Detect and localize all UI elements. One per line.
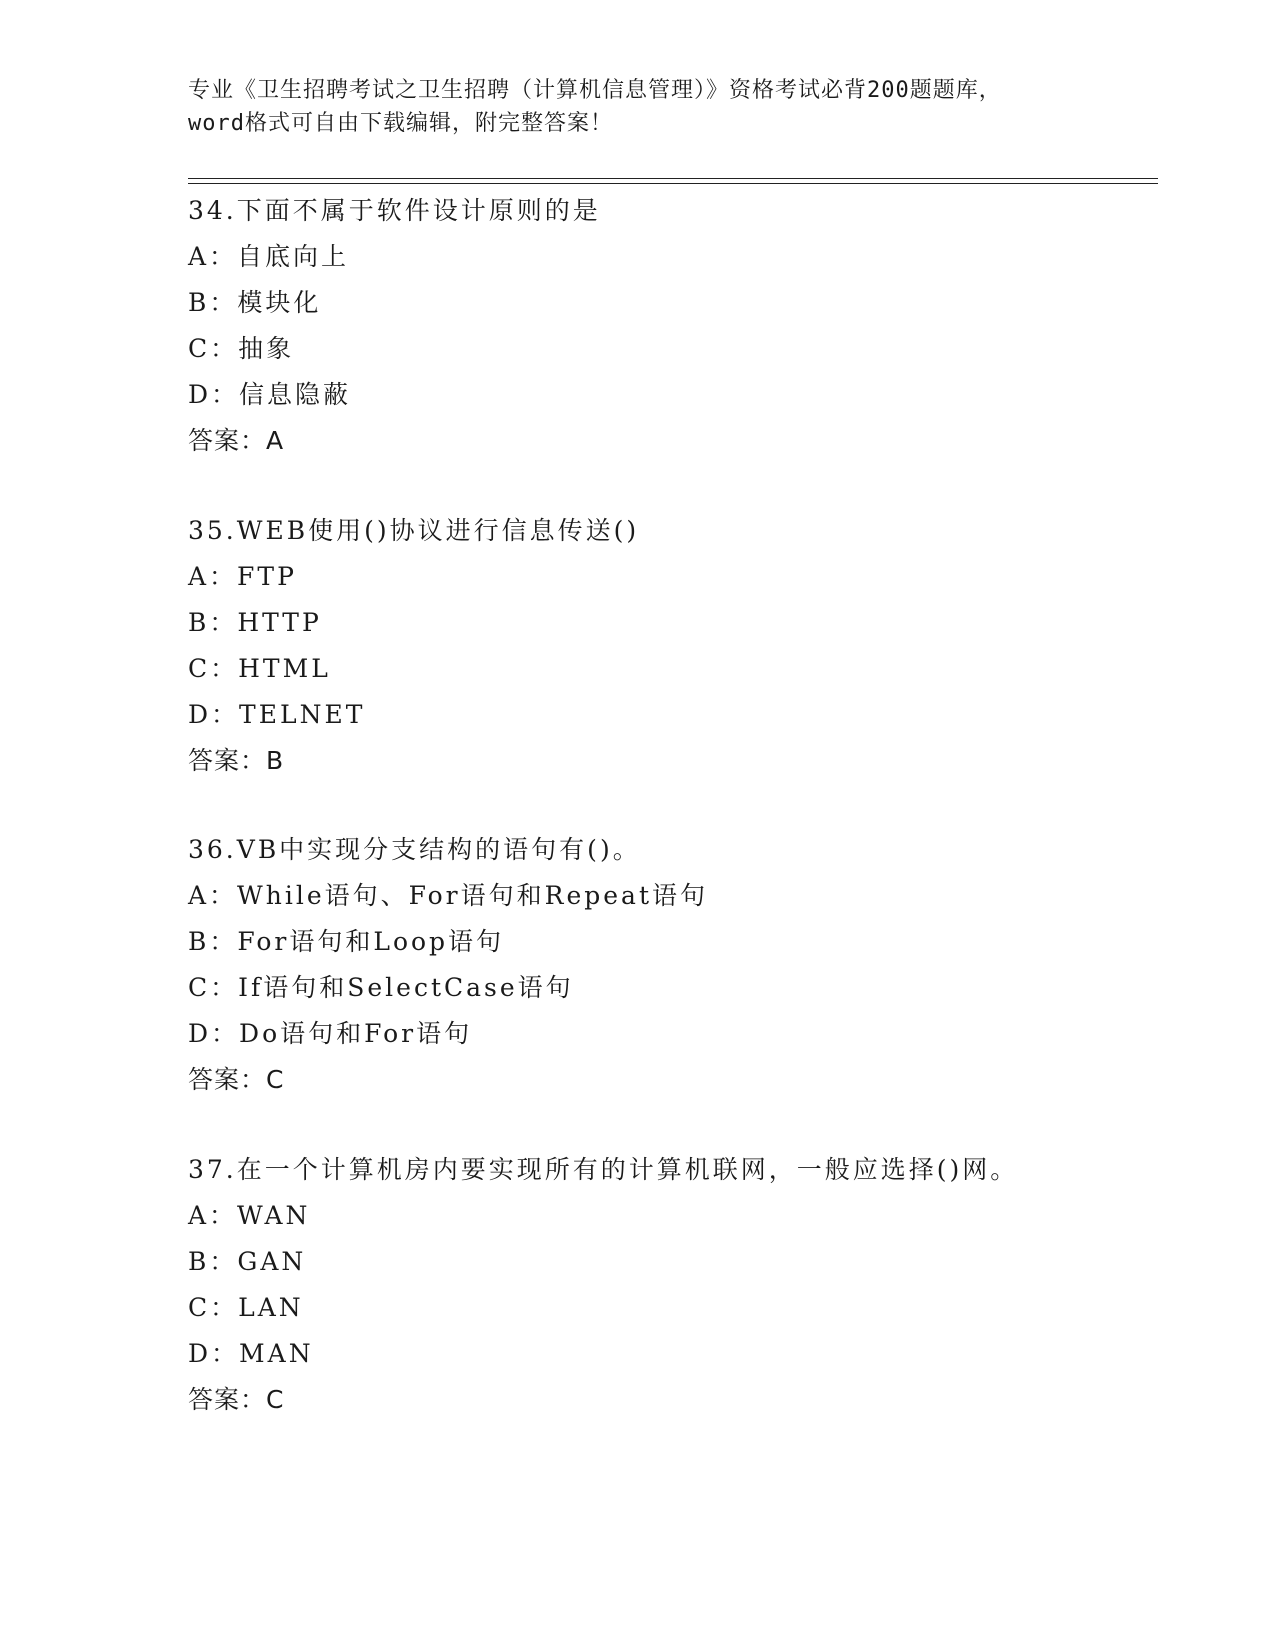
option-d: D：Do语句和For语句 — [188, 1019, 473, 1048]
answer-line: 答案：A — [188, 426, 285, 455]
option-a: A：WAN — [188, 1201, 311, 1230]
option-a: A：FTP — [188, 562, 297, 591]
document-header — [188, 74, 1088, 140]
option-a: A：While语句、For语句和Repeat语句 — [188, 881, 708, 910]
question-stem: 34.下面不属于软件设计原则的是 — [188, 196, 601, 225]
answer-line: 答案：B — [188, 746, 285, 775]
option-c: C：If语句和SelectCase语句 — [188, 973, 574, 1002]
question-block — [188, 508, 1168, 784]
option-b: B：模块化 — [188, 288, 322, 317]
option-c: C：抽象 — [188, 334, 295, 363]
option-d: D：TELNET — [188, 700, 366, 729]
option-b: B：HTTP — [188, 608, 322, 637]
question-block — [188, 188, 1168, 464]
header-line-2: word格式可自由下载编辑，附完整答案！ — [188, 111, 613, 136]
option-c: C：LAN — [188, 1293, 304, 1322]
question-stem: 37.在一个计算机房内要实现所有的计算机联网，一般应选择()网。 — [188, 1155, 1019, 1184]
option-d: D：MAN — [188, 1339, 314, 1368]
question-block — [188, 827, 1168, 1103]
question-stem: 35.WEB使用()协议进行信息传送() — [188, 516, 640, 545]
header-divider-top — [188, 178, 1158, 179]
option-b: B：For语句和Loop语句 — [188, 927, 505, 956]
answer-line: 答案：C — [188, 1065, 285, 1094]
question-block — [188, 1147, 1168, 1423]
option-d: D：信息隐蔽 — [188, 380, 352, 409]
option-a: A：自底向上 — [188, 242, 350, 271]
option-c: C：HTML — [188, 654, 331, 683]
answer-line: 答案：C — [188, 1385, 285, 1414]
option-b: B：GAN — [188, 1247, 307, 1276]
question-stem: 36.VB中实现分支结构的语句有()。 — [188, 835, 641, 864]
header-line-1: 专业《卫生招聘考试之卫生招聘（计算机信息管理）》资格考试必背200题题库， — [188, 78, 1002, 103]
header-divider-bottom — [188, 183, 1158, 184]
